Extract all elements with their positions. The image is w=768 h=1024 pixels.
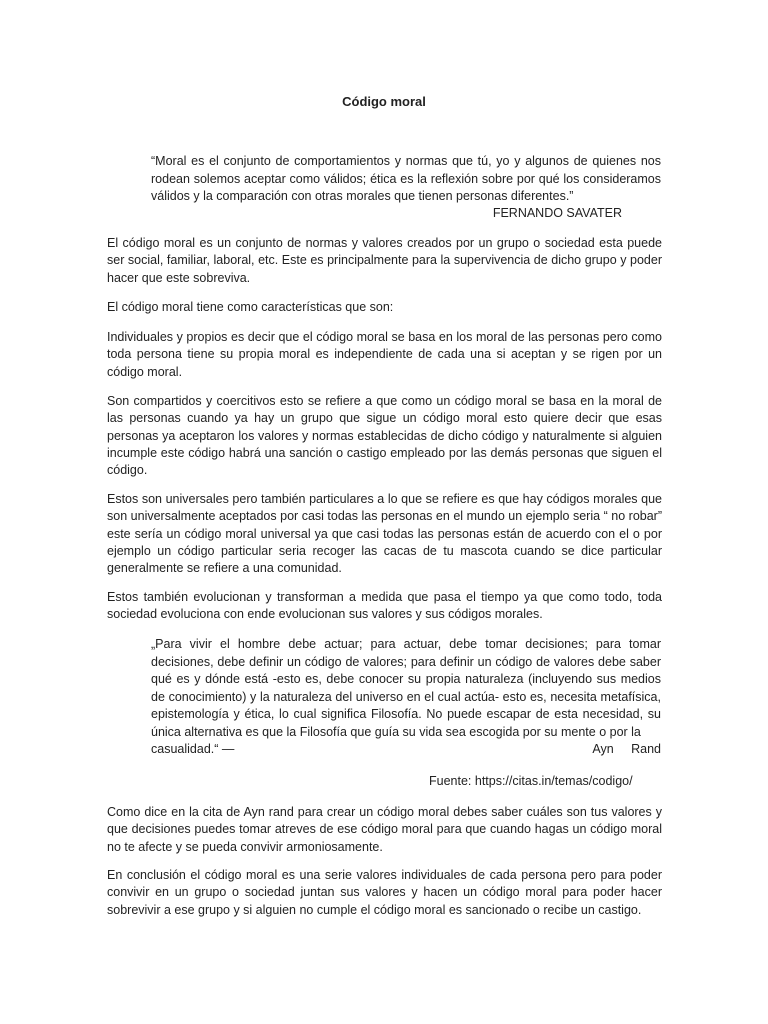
paragraph-conclusion: En conclusión el código moral es una serie valores individuales de cada persona pero para poder convivir en un grupo o sociedad juntan sus valores y hacen un código moral para poder hacer sobrevivir a ese grupo y si alguien no cumple el código moral es sancionado o recibe un castigo. bbox=[107, 868, 662, 917]
ayn-rand-quote-last-line bbox=[151, 741, 661, 759]
savater-quote-author: FERNANDO SAVATER bbox=[492, 206, 622, 220]
paragraph-characteristics-intro: El código moral tiene como características que son: bbox=[107, 300, 394, 314]
quote-source: Fuente: https://citas.in/temas/codigo/ bbox=[429, 774, 633, 788]
paragraph-individual: Individuales y propios es decir que el código moral se basa en los moral de las personas pero como toda persona tiene su propia moral es independiente de cada una si aceptan y se rigen por un código moral. bbox=[107, 330, 662, 379]
savater-quote: “Moral es el conjunto de comportamientos y normas que tú, yo y algunos de quienes nos rodean solemos aceptar como válidos; ética es la reflexión sobre por qué los consideramos válidos y la comparación con otras morales que tienen personas diferentes.” bbox=[151, 154, 661, 203]
paragraph-definition: El código moral es un conjunto de normas y valores creados por un grupo o sociedad esta puede ser social, familiar, laboral, etc. Este es principalmente para la supervivencia de dicho grupo y poder hacer que este sobreviva. bbox=[107, 236, 662, 285]
paragraph-evolution: Estos también evolucionan y transforman a medida que pasa el tiempo ya que como todo, toda sociedad evoluciona con ende evolucionan sus valores y sus códigos morales. bbox=[107, 590, 662, 622]
ayn-rand-quote-author: Ayn Rand bbox=[592, 742, 661, 756]
ayn-rand-quote-ending: casualidad.“ — bbox=[151, 742, 235, 756]
ayn-rand-quote: „Para vivir el hombre debe actuar; para actuar, debe tomar decisiones; para tomar decisiones, debe definir un código de valores; para definir un código de valores debe saber qué es y dónde está -esto es, debe conocer su propia naturaleza (incluyendo sus medios de conocimiento) y la naturaleza del universo en el cual actúa- esto es, necesita metafísica, epistemología y ética, lo cual significa Filosofía. No puede escapar de esta necesidad, su única alternativa es que la Filosofía que guía su vida sea escogida por su mente o por la bbox=[151, 637, 661, 739]
document-title: Código moral bbox=[342, 94, 426, 109]
paragraph-universal-particular: Estos son universales pero también particulares a lo que se refiere es que hay códigos morales que son universalmente aceptados por casi todas las personas en el mundo un ejemplo seria “ no robar” este sería un código moral universal ya que casi todas las personas están de acuerdo con el o por ejemplo un código particular seria recoger las cacas de tu mascota cuando se dice particular generalmente se refiere a una comunidad. bbox=[107, 492, 662, 576]
paragraph-ayn-rand-commentary: Como dice en la cita de Ayn rand para crear un código moral debes saber cuáles son tus valores y que decisiones puedes tomar atreves de ese código moral para que cuando hagas un código moral no te afecte y se pueda convivir armoniosamente. bbox=[107, 805, 662, 854]
paragraph-shared-coercive: Son compartidos y coercitivos esto se refiere a que como un código moral se basa en la moral de las personas cuando ya hay un grupo que sigue un código moral esto quiere decir que esas personas ya aceptaron los valores y normas establecidas de dicho código y naturalmente si alguien incumple este código habrá una sanción o castigo empleado por las demás personas que siguen el código. bbox=[107, 394, 662, 478]
